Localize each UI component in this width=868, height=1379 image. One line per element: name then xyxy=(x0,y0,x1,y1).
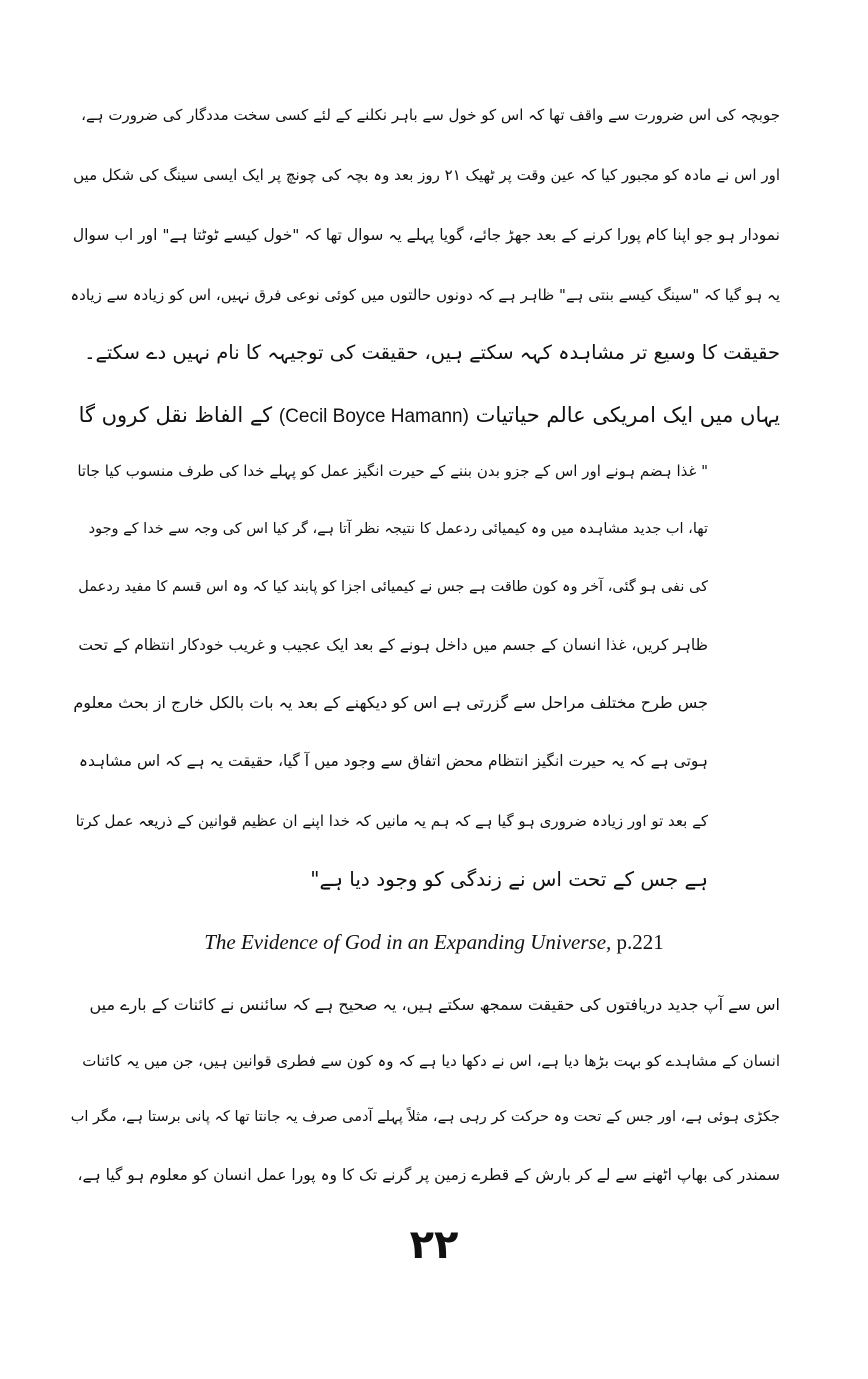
quote-line-3: کی نفی ہو گئی، آخر وہ کون طاقت ہے جس نے کیمیائی اجزا کو پابند کیا کہ وہ اس قسم کا مفید ردعمل xyxy=(78,579,708,595)
paragraph-1-line-5: حقیقت کا وسیع تر مشاہدہ کہہ سکتے ہیں، حقیقت کی توجیہہ کا نام نہیں دے سکتے۔ xyxy=(84,341,780,364)
paragraph-2-line-2: انسان کے مشاہدے کو بہت بڑھا دیا ہے، اس نے دکھا دیا ہے کہ وہ کون سے فطری قوانین ہیں، جن میں یہ کائنات xyxy=(82,1052,780,1070)
paragraph-1-line-2: اور اس نے مادہ کو مجبور کیا کہ عین وقت پر ٹھیک ۲۱ روز بعد وہ بچہ کی چونچ پر ایک ایسی سینگ کی شکل میں xyxy=(73,166,780,184)
citation-title: The Evidence of God in an Expanding Universe, xyxy=(204,930,612,954)
citation-page: p.221 xyxy=(616,930,664,954)
paragraph-2-line-3: جکڑی ہوئی ہے، اور جس کے تحت وہ حرکت کر رہی ہے، مثلاً پہلے آدمی صرف یہ جانتا تھا کہ پانی برستا ہے، مگر اب xyxy=(70,1109,780,1125)
quote-line-1: " غذا ہضم ہونے اور اس کے جزو بدن بننے کے حیرت انگیز عمل کو پہلے خدا کی طرف منسوب کیا جاتا xyxy=(77,462,708,480)
citation xyxy=(0,930,868,955)
paragraph-1-line-4: یہ ہو گیا کہ "سینگ کیسے بنتی ہے" ظاہر ہے کہ دونوں حالتوں میں کوئی نوعی فرق نہیں، اس کو زیادہ سے زیادہ xyxy=(70,286,780,304)
paragraph-2-line-4: سمندر کی بھاپ اٹھنے سے لے کر بارش کے قطرے زمین پر گرنے تک کا وہ پورا عمل انسان کو معلوم ہو گیا ہے، xyxy=(77,1166,780,1184)
paragraph-2-line-1: اس سے آپ جدید دریافتوں کی حقیقت سمجھ سکتے ہیں، یہ صحیح ہے کہ سائنس نے کائنات کے بارے میں xyxy=(89,995,780,1014)
quote-line-6: ہوتی ہے کہ یہ حیرت انگیز انتظام محض اتفاق سے وجود میں آ گیا، حقیقت یہ ہے کہ اس مشاہدہ xyxy=(78,752,708,770)
page-number: ۲۲ xyxy=(409,1222,459,1268)
quote-line-4: ظاہر کریں، غذا انسان کے جسم میں داخل ہونے کے بعد ایک عجیب و غریب خودکار انتظام کے تحت xyxy=(78,636,708,654)
quote-line-7: کے بعد تو اور زیادہ ضروری ہو گیا ہے کہ ہم یہ مانیں کہ خدا اپنے ان عظیم قوانین کے ذریعہ عمل کرتا xyxy=(75,812,708,830)
paragraph-1-line-3: نمودار ہو جو اپنا کام پورا کرنے کے بعد جھڑ جائے، گویا پہلے یہ سوال تھا کہ "خول کیسے ٹوٹتا ہے" اور اب سوال xyxy=(72,226,780,244)
quote-intro xyxy=(79,400,780,432)
quote-intro-after: کے الفاظ نقل کروں گا xyxy=(78,403,273,427)
scientist-name: (Cecil Boyce Hamann) xyxy=(278,406,469,427)
quote-line-2: تھا، اب جدید مشاہدہ میں وہ کیمیائی ردعمل کا نتیجہ نظر آتا ہے، گر کیا اس کی وجہ سے خدا کے وجود xyxy=(88,521,708,537)
paragraph-1-line-1: جوبچہ کی اس ضرورت سے واقف تھا کہ اس کو خول سے باہر نکلنے کے لئے کسی سخت مددگار کی ضرورت ہے، xyxy=(81,106,780,124)
quote-intro-before: یہاں میں ایک امریکی عالم حیاتیات xyxy=(475,403,780,427)
quote-line-8: ہے جس کے تحت اس نے زندگی کو وجود دیا ہے" xyxy=(310,867,708,891)
quote-line-5: جس طرح مختلف مراحل سے گزرتی ہے اس کو دیکھنے کے بعد یہ بات بالکل خارج از بحث معلوم xyxy=(73,693,708,712)
